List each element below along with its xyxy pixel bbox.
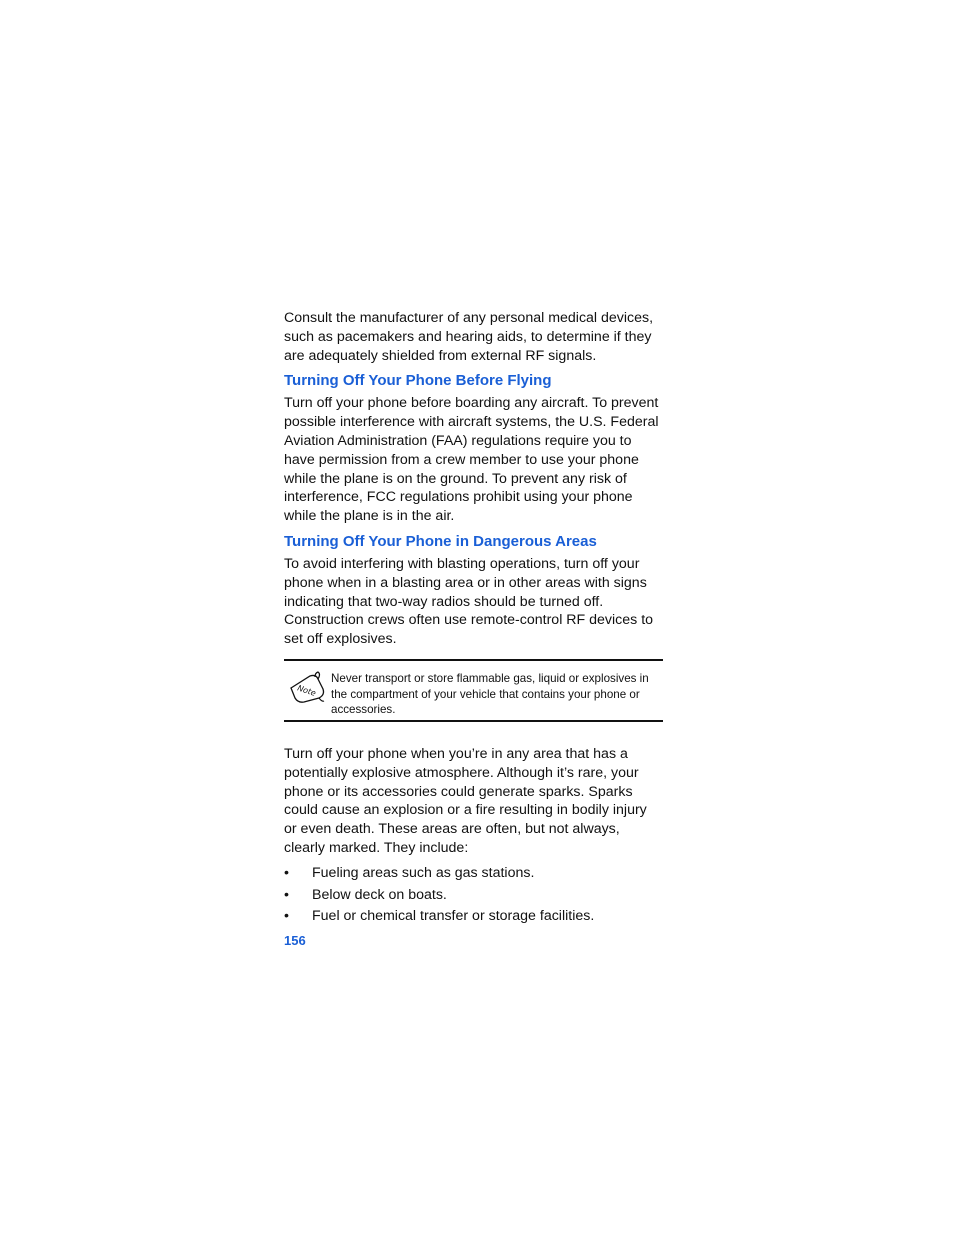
flying-paragraph: Turn off your phone before boarding any aircraft. To prevent possible interference with aircraft systems, the U.S. Federal Aviation Administration (FAA) regulations require you to have permission from a crew member to use your phone while the plane is on the ground. To prevent any risk of interference, FCC regulations prohibit using your phone while the plane is in the air. [284,395,659,525]
page-number: 156 [284,933,306,949]
list-item-text: Fueling areas such as gas stations. [312,864,535,881]
list-item-text: Fuel or chemical transfer or storage facilities. [312,908,595,925]
hazard-area-list [284,864,663,926]
intro-paragraph: Consult the manufacturer of any personal medical devices, such as pacemakers and hearing aids, to determine if they are adequately shielded from external RF signals. [284,310,654,364]
note-box [284,659,663,722]
dangerous-areas-paragraph: To avoid interfering with blasting operations, turn off your phone when in a blasting area or in other areas with signs indicating that two-way radios should be turned off. Construction crews often use remote-control RF devices to set off explosives. [284,555,654,648]
bullet-glyph: • [284,908,289,925]
note-text: Never transport or store flammable gas, liquid or explosives in the compartment of your vehicle that contains your phone or accessories. [331,671,649,717]
section-heading-dangerous-areas: Turning Off Your Phone in Dangerous Areas [284,532,597,550]
explosive-atmosphere-paragraph: Turn off your phone when you’re in any area that has a potentially explosive atmosphere. Although it’s rare, your phone or its accessories could generate sparks. Sparks could cause an explosion or a fire resulting in bodily injury or even death. These areas are often, but not always, clearly marked. They include: [284,746,647,857]
manual-page [284,309,663,950]
note-icon [288,671,326,705]
list-item-text: Below deck on boats. [312,886,447,903]
bullet-glyph: • [284,864,289,881]
bullet-glyph: • [284,886,289,903]
note-icon-label: Note [296,683,317,698]
list-item [284,907,663,926]
list-item [284,864,663,883]
list-item [284,886,663,905]
section-heading-flying: Turning Off Your Phone Before Flying [284,372,552,390]
